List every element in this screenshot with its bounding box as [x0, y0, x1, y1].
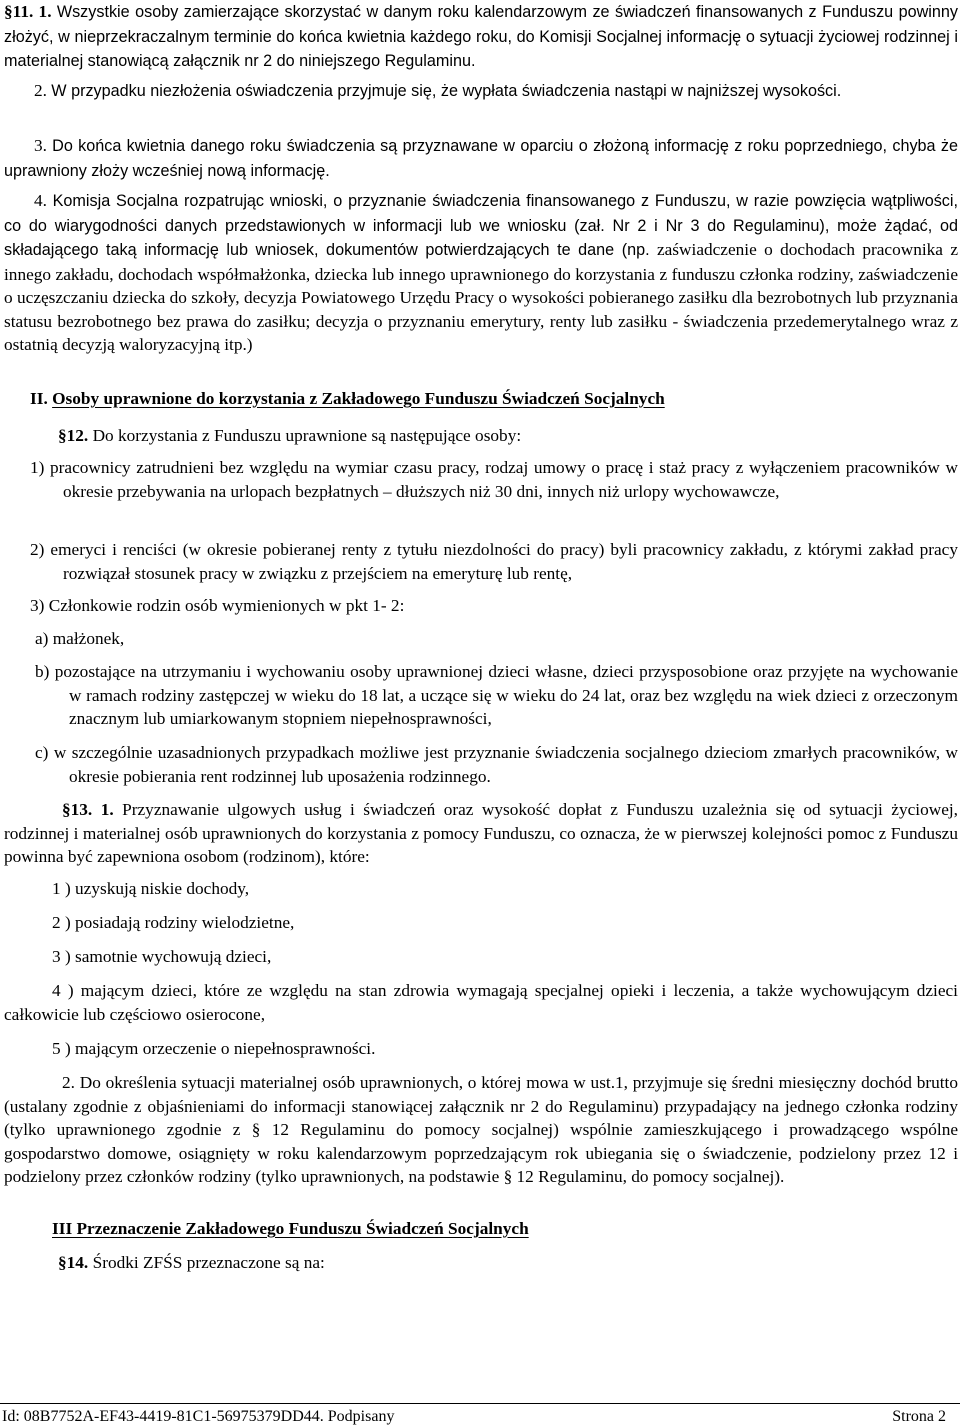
- section3-title: III Przeznaczenie Zakładowego Funduszu Świadczeń Socjalnych: [52, 1219, 529, 1238]
- para11-point3-text: Do końca kwietnia danego roku świadczenia są przyznawane w oparciu o złożoną informację z roku poprzedniego, chyba że uprawniony złoży wcześniej nową informację.: [4, 137, 958, 180]
- para11-point1-text: Wszystkie osoby zamierzające skorzystać w danym roku kalendarzowym ze świadczeń finansowanych z Funduszu powinny złożyć, w nieprzekraczalnym terminie do końca kwietnia każdego roku, do Komisji Socjalnej informację o sytuacji życiowej rodzinnej i materialnej stanowiącą załącznik nr 2 do niniejszego Regulaminu.: [4, 3, 959, 70]
- para12-intro-text: Do korzystania z Funduszu uprawnione są następujące osoby:: [92, 426, 522, 445]
- para11-point4-text-b: zaświadczenie o dochodach pracownika z innego zakładu, dochodach współmałżonka, dziecka lub innego uprawnionego do korzystania z funduszu członka rodziny, zaświadczenie o uczęszczaniu dziecka do szkoły, decyzja Powiatowego Urzędu Pracy o wysokości pobieranego zasiłku dla bezrobotnych lub przyznania statusu bezrobotnego bez prawa do zasiłku; decyzja o przyznaniu emerytury, renty lub zasiłku - świadczenia przedemerytalnego wraz z ostatnią decyzją waloryzacyjną itp.): [4, 240, 958, 354]
- para12-item-3: 3) Członkowie rodzin osób wymienionych w pkt 1- 2:: [30, 596, 405, 615]
- para13-item-1: 1 ) uzyskują niskie dochody,: [52, 879, 250, 898]
- footer-divider: [0, 1403, 960, 1404]
- section3-heading: [52, 1217, 529, 1241]
- para11-number: §11. 1.: [4, 2, 52, 21]
- section2-title: Osoby uprawnione do korzystania z Zakładowego Funduszu Świadczeń Socjalnych: [52, 389, 665, 408]
- para11-point1: [4, 0, 958, 74]
- para13-point2: [4, 1071, 958, 1189]
- para13-point2-text: Do określenia sytuacji materialnej osób uprawnionych, o której mowa w ust.1, przyjmuje się średni miesięczny dochód brutto (ustalany zgodnie z objaśnieniami do informacji stanowiącej załącznik nr 2 do Regulaminu) przypadający na jednego członka rodziny (tylko uprawnionego zgodnie z § 12 Regulaminu do pomocy socjalnej) wspólnie zamieszkującego i prowadzącego wspólne gospodarstwo domowe, osiągnięty w roku kalendarzowym poprzedzającym rok ubiegania się o świadczenie, podzielony przez 12 i podzielony przez członków rodziny (tylko uprawnionych, na podstawie § 12 Regulaminu, do pomocy socjalnej).: [4, 1073, 958, 1186]
- para13-item-3: 3 ) samotnie wychowują dzieci,: [52, 947, 272, 966]
- para12-item-1: 1) pracownicy zatrudnieni bez względu na wymiar czasu pracy, rodzaj umowy o pracę i staż pracy z wyłączeniem pracowników w okresie przebywania na urlopach bezpłatnych – dłuższych niż 30 dni, innych niż urlopy wychowawcze,: [30, 458, 958, 501]
- para12-subitem-c: c) w szczególnie uzasadnionych przypadkach możliwe jest przyznanie świadczenia socjalnego dzieciom zmarłych pracowników, w okresie pobierania rent rodzinnej lub uposażenia rodzinnego.: [35, 743, 958, 786]
- para12-intro: [58, 424, 521, 448]
- para11-point4-text-a: Komisja Socjalna rozpatrując wnioski, o przyznanie świadczenia finansowanego z Funduszu, w razie powzięcia wątpliwości, co do wiarygodności danych przedstawionych w informacji lub we wniosku (zał. Nr 2 i Nr 3 do Regulaminu), może żądać, od składającego taką informację lub wniosek, dokumentów potwierdzających te dane (np.: [4, 192, 958, 259]
- para14-text: Środki ZFŚS przeznaczone są na:: [92, 1253, 325, 1272]
- para11-point3-number: 3.: [34, 136, 47, 155]
- para11-point2-text: W przypadku niezłożenia oświadczenia przyjmuje się, że wypłata świadczenia nastąpi w najniższej wysokości.: [51, 82, 842, 100]
- para11-point3: [4, 134, 958, 183]
- para11-point4-number: 4.: [34, 191, 47, 210]
- footer-document-id: Id: 08B7752A-EF43-4419-81C1-56975379DD44. Podpisany: [2, 1408, 395, 1425]
- para12-item-2: 2) emeryci i renciści (w okresie pobieranej renty z tytułu niezdolności do pracy) byli pracownicy zakładu, z którymi zakład pracy rozwiązał stosunek pracy w związku z przejściem na emeryturę lub rentę,: [30, 540, 958, 583]
- para13-item-4: 4 ) mającym dzieci, które ze względu na stan zdrowia wymagają specjalnej opieki i leczenia, a także wychowującym dzieci całkowicie lub częściowo osierocone,: [4, 981, 958, 1024]
- section2-heading: [30, 387, 665, 411]
- footer-page-number: Strona 2: [892, 1408, 946, 1425]
- para12-number: §12.: [58, 426, 89, 445]
- para14-number: §14.: [58, 1253, 89, 1272]
- para13-point2-number: 2.: [62, 1073, 75, 1092]
- para13-item-5: 5 ) mającym orzeczenie o niepełnosprawności.: [52, 1039, 376, 1058]
- para12-subitem-b: b) pozostające na utrzymaniu i wychowaniu osoby uprawnionej dzieci własne, dzieci przysposobione oraz przyjęte na wychowanie w ramach rodziny zastępczej w wieku do 18 lat, a uczące się w wieku do 24 lat, oraz bez względu na wiek dzieci z orzeczonym znacznym lub umiarkowanym stopniem niepełnosprawności,: [35, 662, 958, 728]
- para11-point4: [4, 189, 958, 357]
- para13-item-2: 2 ) posiadają rodziny wielodzietne,: [52, 913, 295, 932]
- para13-point1: [4, 798, 958, 869]
- para13-number: §13. 1.: [62, 800, 114, 819]
- para14: [58, 1251, 325, 1275]
- para11-point2: [4, 79, 958, 104]
- para12-subitem-a: a) małżonek,: [35, 629, 125, 648]
- section2-number: II.: [30, 389, 48, 408]
- para11-point2-number: 2.: [34, 81, 47, 100]
- para13-point1-text: Przyznawanie ulgowych usług i świadczeń oraz wysokość dopłat z Funduszu uzależnia się od sytuacji życiowej, rodzinnej i materialnej osób uprawnionych do korzystania z pomocy Funduszu, co oznacza, że w pierwszej kolejności pomoc z Funduszu powinna być zapewniona osobom (rodzinom), które:: [4, 800, 958, 866]
